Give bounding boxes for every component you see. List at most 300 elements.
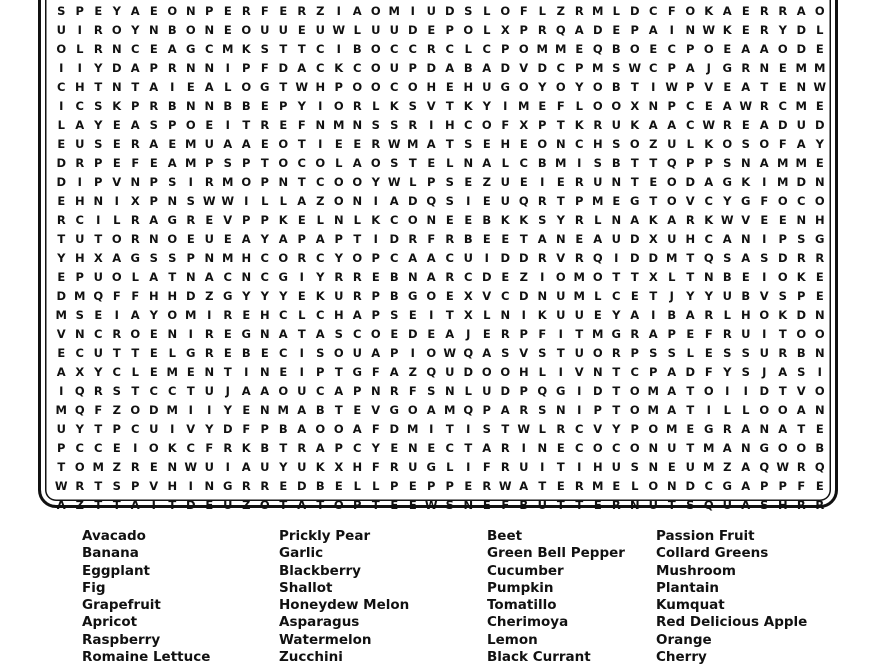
grid-letter: O [315,156,326,170]
grid-letter: T [686,251,695,265]
grid-letter: A [352,308,362,322]
grid-letter: G [722,61,732,75]
grid-letter: I [429,422,434,436]
grid-letter: J [762,365,767,379]
grid-letter: G [722,479,732,493]
grid-row [52,154,829,173]
grid-letter: U [75,232,85,246]
grid-letter: D [389,422,400,436]
grid-letter: C [279,346,288,360]
grid-letter: P [519,23,528,37]
grid-letter: Y [279,460,288,474]
grid-letter: O [352,175,363,189]
grid-letter: T [556,498,565,512]
grid-letter: O [370,80,381,94]
grid-letter: E [223,327,232,341]
grid-letter: N [740,441,751,455]
grid-letter: T [445,99,454,113]
word-item: Fig [82,579,106,596]
grid-letter: G [722,175,732,189]
grid-letter: T [94,80,103,94]
grid-letter: B [815,441,825,455]
grid-letter: R [722,327,732,341]
word-item: Green Bell Pepper [487,545,625,562]
grid-letter: E [57,137,66,151]
grid-letter: K [704,213,714,227]
grid-letter: T [630,80,639,94]
grid-letter: X [630,99,640,113]
grid-letter: D [111,61,122,75]
grid-letter: M [573,270,585,284]
grid-letter: A [426,251,436,265]
grid-letter: R [759,23,769,37]
word-column-2 [279,528,409,666]
grid-letter: A [204,80,214,94]
grid-letter: O [759,403,770,417]
grid-letter: R [759,99,769,113]
grid-letter: N [796,213,807,227]
grid-letter: C [57,80,66,94]
grid-letter: O [703,42,714,56]
grid-letter: E [112,118,121,132]
grid-letter: W [184,460,198,474]
grid-letter: P [371,289,380,303]
grid-letter: U [204,384,214,398]
grid-letter: X [648,270,658,284]
grid-letter: R [796,251,806,265]
grid-letter: T [334,403,343,417]
grid-letter: A [297,498,307,512]
grid-letter: F [205,441,214,455]
grid-letter: O [463,23,474,37]
grid-letter: O [370,156,381,170]
grid-letter: Z [556,4,565,18]
grid-letter: K [778,308,788,322]
grid-letter: D [481,270,492,284]
grid-row [52,382,829,401]
grid-letter: M [185,156,197,170]
grid-letter: R [93,384,103,398]
grid-letter: E [186,232,195,246]
grid-letter: C [316,175,325,189]
grid-letter: N [629,498,640,512]
grid-letter: S [445,175,454,189]
grid-letter: Y [612,422,621,436]
word-item: Cucumber [487,562,564,579]
word-item: Cherry [656,649,707,666]
grid-letter: R [593,118,603,132]
grid-letter: B [389,289,399,303]
grid-letter: E [741,4,750,18]
grid-letter: C [223,270,232,284]
grid-letter: T [649,194,658,208]
grid-letter: A [759,42,769,56]
grid-letter: N [666,479,677,493]
grid-letter: B [463,232,473,246]
grid-letter: T [686,270,695,284]
grid-letter: C [445,441,454,455]
grid-letter: O [777,441,788,455]
grid-letter: P [242,156,251,170]
grid-letter: A [796,4,806,18]
grid-letter: H [241,251,252,265]
grid-letter: I [299,270,304,284]
grid-letter: Y [75,422,84,436]
grid-letter: E [815,99,824,113]
grid-letter: C [260,270,269,284]
grid-letter: E [242,403,251,417]
grid-letter: U [204,232,214,246]
grid-letter: T [630,270,639,284]
grid-letter: J [669,289,674,303]
grid-letter: P [334,232,343,246]
grid-letter: P [778,232,787,246]
grid-letter: F [519,4,528,18]
grid-letter: R [297,4,307,18]
grid-letter: I [484,251,489,265]
grid-letter: I [410,4,415,18]
grid-letter: S [464,4,473,18]
grid-letter: I [669,23,674,37]
grid-letter: O [370,61,381,75]
grid-letter: E [464,175,473,189]
grid-letter: T [279,80,288,94]
grid-letter: E [390,441,399,455]
grid-letter: H [444,118,455,132]
grid-letter: M [555,42,567,56]
grid-letter: T [556,194,565,208]
grid-letter: T [131,80,140,94]
grid-letter: G [759,441,769,455]
grid-letter: B [611,42,621,56]
grid-letter: I [558,327,563,341]
grid-letter: L [446,460,454,474]
grid-letter: F [371,422,380,436]
grid-letter: O [629,403,640,417]
grid-letter: P [75,4,84,18]
grid-letter: E [482,194,491,208]
grid-letter: R [389,460,399,474]
grid-letter: A [722,4,732,18]
grid-letter: E [538,99,547,113]
grid-letter: S [149,118,158,132]
grid-letter: C [316,251,325,265]
grid-letter: L [224,80,232,94]
grid-letter: P [482,403,491,417]
grid-letter: I [151,498,156,512]
grid-letter: A [648,118,658,132]
grid-letter: D [685,365,696,379]
grid-letter: P [575,61,584,75]
grid-letter: K [241,441,251,455]
grid-letter: E [205,118,214,132]
grid-letter: R [704,308,714,322]
grid-letter: E [57,194,66,208]
grid-letter: E [334,479,343,493]
grid-letter: C [612,289,621,303]
grid-letter: A [537,232,547,246]
grid-letter: D [592,384,603,398]
grid-letter: X [75,365,85,379]
grid-letter: N [555,232,566,246]
grid-letter: F [704,327,713,341]
grid-letter: A [315,232,325,246]
grid-letter: T [57,460,66,474]
grid-letter: N [185,99,196,113]
grid-letter: O [555,80,566,94]
grid-letter: R [408,118,418,132]
word-item: Romaine Lettuce [82,649,211,666]
grid-letter: N [352,118,363,132]
word-item: Tomatillo [487,597,557,614]
grid-letter: I [77,175,82,189]
grid-letter: R [537,194,547,208]
grid-letter: T [223,365,232,379]
grid-letter: X [648,232,658,246]
grid-letter: H [463,80,474,94]
grid-letter: C [390,251,399,265]
grid-letter: W [702,23,716,37]
grid-letter: L [464,384,472,398]
grid-letter: U [408,460,418,474]
grid-letter: R [223,308,233,322]
grid-letter: E [815,479,824,493]
grid-letter: C [353,327,362,341]
grid-letter: O [555,270,566,284]
grid-letter: N [204,365,215,379]
grid-letter: P [242,61,251,75]
grid-letter: T [353,232,362,246]
grid-letter: S [94,99,103,113]
grid-letter: E [482,232,491,246]
grid-letter: N [759,61,770,75]
word-column-4 [656,528,807,666]
grid-letter: P [649,365,658,379]
grid-letter: O [629,441,640,455]
grid-letter: C [445,42,454,56]
grid-letter: A [149,80,159,94]
grid-letter: R [574,251,584,265]
grid-letter: T [464,441,473,455]
grid-letter: V [149,479,159,493]
grid-letter: S [112,384,121,398]
grid-letter: O [148,441,159,455]
grid-letter: N [463,156,474,170]
grid-letter: Y [131,23,140,37]
grid-row [52,287,829,306]
grid-letter: C [316,308,325,322]
grid-letter: E [741,270,750,284]
grid-letter: C [704,479,713,493]
grid-letter: M [55,308,67,322]
grid-letter: T [612,403,621,417]
grid-letter: A [241,137,251,151]
grid-letter: R [815,251,825,265]
grid-letter: A [519,479,529,493]
grid-letter: N [352,194,363,208]
grid-letter: I [466,194,471,208]
grid-letter: H [148,289,159,303]
grid-letter: Y [223,403,232,417]
grid-letter: M [703,460,715,474]
grid-letter: Y [334,251,343,265]
grid-letter: S [149,251,158,265]
grid-letter: N [685,23,696,37]
grid-letter: N [185,61,196,75]
grid-letter: E [353,403,362,417]
grid-letter: T [279,498,288,512]
grid-letter: D [796,23,807,37]
grid-letter: A [167,156,177,170]
grid-letter: Q [703,251,714,265]
grid-letter: T [445,137,454,151]
grid-letter: I [651,308,656,322]
grid-letter: L [353,23,361,37]
grid-letter: O [167,4,178,18]
grid-letter: R [352,289,362,303]
grid-letter: P [390,479,399,493]
word-item: Raspberry [82,631,161,648]
grid-letter: B [741,289,751,303]
grid-letter: A [315,327,325,341]
grid-letter: U [93,346,103,360]
grid-letter: M [647,384,659,398]
grid-letter: O [500,365,511,379]
grid-letter: F [667,4,676,18]
grid-letter: P [205,4,214,18]
grid-letter: K [630,118,640,132]
grid-letter: T [94,479,103,493]
grid-letter: S [760,498,769,512]
grid-letter: N [333,213,344,227]
grid-letter: I [170,422,175,436]
grid-letter: H [518,365,529,379]
grid-letter: R [778,4,788,18]
grid-letter: H [74,194,85,208]
grid-letter: R [408,232,418,246]
grid-letter: Q [93,289,104,303]
word-item: Avacado [82,528,146,544]
grid-letter: O [629,137,640,151]
word-item: Zucchini [279,649,343,666]
grid-letter: B [223,99,233,113]
grid-letter: O [333,99,344,113]
grid-letter: A [130,118,140,132]
grid-letter: R [537,251,547,265]
grid-letter: O [814,194,825,208]
grid-letter: I [188,175,193,189]
grid-letter: F [94,403,103,417]
grid-row [52,135,829,154]
grid-letter: T [797,422,806,436]
grid-letter: T [408,156,417,170]
grid-letter: T [94,422,103,436]
grid-letter: M [518,99,530,113]
grid-letter: E [723,80,732,94]
grid-letter: B [482,213,492,227]
grid-letter: A [722,232,732,246]
grid-letter: C [667,42,676,56]
grid-letter: T [168,498,177,512]
grid-letter: P [445,479,454,493]
grid-letter: Y [279,289,288,303]
grid-letter: E [723,42,732,56]
grid-letter: R [574,175,584,189]
grid-letter: X [463,308,473,322]
grid-letter: Y [723,365,732,379]
grid-letter: A [149,137,159,151]
grid-letter: R [778,346,788,360]
grid-letter: T [778,327,787,341]
grid-letter: P [94,175,103,189]
grid-letter: R [500,460,510,474]
grid-letter: N [204,99,215,113]
grid-letter: E [704,99,713,113]
grid-letter: O [629,42,640,56]
grid-letter: U [204,460,214,474]
grid-letter: W [332,23,346,37]
grid-letter: C [131,422,140,436]
grid-letter: N [407,441,418,455]
grid-letter: E [501,232,510,246]
grid-letter: A [741,251,751,265]
grid-letter: C [519,156,528,170]
grid-row [52,363,829,382]
grid-letter: V [482,289,492,303]
grid-letter: N [814,308,825,322]
word-item: Lemon [487,631,538,648]
grid-letter: D [814,118,825,132]
grid-letter: T [686,441,695,455]
grid-letter: K [704,137,714,151]
grid-letter: P [760,479,769,493]
grid-row [52,230,829,249]
grid-letter: B [352,42,362,56]
grid-letter: O [592,99,603,113]
grid-row [52,40,829,59]
grid-letter: W [517,422,531,436]
grid-letter: V [759,289,769,303]
grid-letter: P [427,479,436,493]
grid-letter: S [593,156,602,170]
grid-letter: B [722,270,732,284]
grid-letter: C [75,99,84,113]
grid-letter: H [500,137,511,151]
grid-letter: L [335,156,343,170]
grid-letter: R [149,99,159,113]
grid-letter: E [741,23,750,37]
grid-letter: O [185,118,196,132]
grid-letter: I [503,99,508,113]
grid-letter: W [221,194,235,208]
grid-letter: D [185,289,196,303]
grid-letter: I [577,156,582,170]
grid-letter: T [316,498,325,512]
grid-letter: F [501,118,510,132]
grid-letter: L [723,403,731,417]
grid-letter: S [667,346,676,360]
grid-letter: C [390,80,399,94]
grid-letter: O [777,270,788,284]
grid-letter: E [445,289,454,303]
grid-letter: E [297,289,306,303]
grid-letter: S [686,498,695,512]
grid-letter: O [814,4,825,18]
grid-letter: E [593,498,602,512]
grid-letter: E [112,441,121,455]
grid-letter: O [333,175,344,189]
grid-letter: R [722,422,732,436]
